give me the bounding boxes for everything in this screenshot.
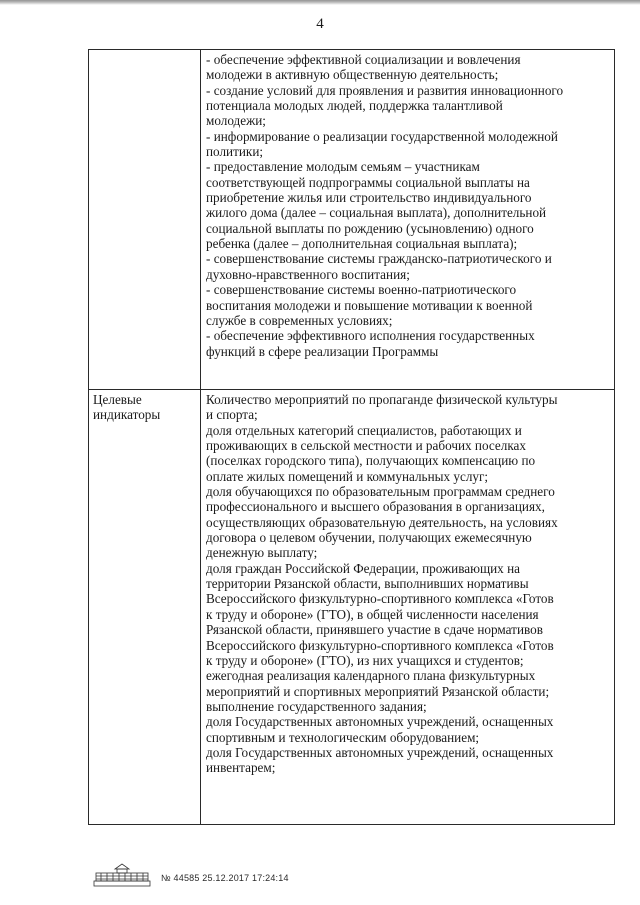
indicators-text-line: осуществляющих образовательную деятельность, на условиях (206, 514, 558, 530)
indicators-text-line: Всероссийского физкультурно-спортивного комплекса «Готов (206, 591, 554, 607)
indicators-label-cell (89, 390, 201, 825)
goals-text-line: - создание условий для проявления и развития инновационного (206, 82, 564, 98)
indicators-text-line: проживающих в сельской местности и рабочих поселках (206, 438, 526, 454)
goals-content-cell (201, 50, 615, 390)
goals-text-line: - предоставление молодым семьям – участникам (206, 159, 480, 175)
goals-text-line: - совершенствование системы гражданско-патриотического и (206, 251, 552, 267)
goals-label-cell (89, 50, 201, 390)
indicators-text-line: мероприятий и спортивных мероприятий Рязанской области; (206, 683, 550, 699)
indicators-text-line: ежегодная реализация календарного плана физкультурных (206, 668, 536, 684)
indicators-text-line: оплате жилых помещений и коммунальных услуг; (206, 468, 489, 484)
indicators-label-line-2: индикаторы (93, 407, 161, 423)
scan-edge-shadow (0, 0, 640, 5)
goals-text-line: функций в сфере реализации Программы (206, 343, 439, 359)
indicators-text-line: к труду и обороне» (ГТО), в общей численности населения (206, 606, 539, 622)
goals-text-line: службе в современных условиях; (206, 312, 393, 328)
indicators-text-line: к труду и обороне» (ГТО), из них учащихся и студентов; (206, 652, 524, 668)
document-footer (93, 858, 289, 888)
goals-text-line: молодежи; (206, 113, 266, 129)
program-passport-table (88, 49, 615, 825)
indicators-text-line: доля Государственных автономных учреждений, оснащенных (206, 744, 554, 760)
indicators-text (206, 392, 610, 776)
indicators-text-line: доля отдельных категорий специалистов, работающих и (206, 422, 522, 438)
goals-text-line: приобретение жилья или строительство индивидуального (206, 190, 532, 206)
indicators-text-line: профессионального и высшего образования в организациях, (206, 499, 545, 515)
indicators-text-line: (поселках городского типа), получающих компенсацию по (206, 453, 536, 469)
goals-text-line: - обеспечение эффективного исполнения государственных (206, 328, 535, 344)
indicators-text-line: выполнение государственного задания; (206, 698, 427, 714)
goals-text-line: социальной выплаты по рождению (усыновлению) одного (206, 220, 534, 236)
indicators-text-line: денежную выплату; (206, 545, 318, 561)
indicators-text-line: Количество мероприятий по пропаганде физической культуры (206, 392, 558, 407)
indicators-text-line: Всероссийского физкультурно-спортивного комплекса «Готов (206, 637, 554, 653)
indicators-text-line: доля Государственных автономных учреждений, оснащенных (206, 714, 554, 730)
page-number: 4 (316, 16, 324, 32)
goals-text-line: - информирование о реализации государственной молодежной (206, 128, 558, 144)
government-building-seal-icon (93, 862, 151, 888)
goals-text (206, 52, 610, 359)
goals-text-line: потенциала молодых людей, поддержка талантливой (206, 98, 503, 114)
indicators-content-cell (201, 390, 615, 825)
indicators-text-line: договора о целевом обучении, получающих ежемесячную (206, 530, 532, 546)
goals-text-line: духовно-нравственного воспитания; (206, 266, 410, 282)
goals-text-line: ребенка (далее – дополнительная социальная выплата); (206, 236, 518, 252)
indicators-text-line: доля обучающихся по образовательным программам среднего (206, 484, 555, 500)
goals-text-line: политики; (206, 144, 264, 160)
indicators-label-line-1: Целевые (93, 392, 142, 407)
goals-text-line: воспитания молодежи и повышение мотивации к военной (206, 297, 533, 313)
goals-text-line: соответствующей подпрограммы социальной выплаты на (206, 174, 530, 190)
indicators-text-line: Рязанской области, принявшего участие в сдаче нормативов (206, 622, 543, 638)
goals-text-line: - совершенствование системы военно-патриотического (206, 282, 517, 298)
indicators-text-line: территории Рязанской области, выполнивших нормативы (206, 576, 529, 592)
goals-text-line: жилого дома (далее – социальная выплата), дополнительной (206, 205, 547, 221)
goals-text-line: - обеспечение эффективной социализации и вовлечения (206, 52, 521, 67)
indicators-text-line: и спорта; (206, 407, 258, 423)
indicators-text-line: инвентарем; (206, 760, 276, 776)
document-registration-stamp: № 44585 25.12.2017 17:24:14 (161, 873, 289, 883)
indicators-text-line: спортивным и технологическим оборудованием; (206, 729, 480, 745)
table-row-goals (89, 50, 615, 390)
indicators-text-line: доля граждан Российской Федерации, проживающих на (206, 560, 520, 576)
table-row-indicators (89, 390, 615, 825)
goals-text-line: молодежи в активную общественную деятельность; (206, 67, 499, 83)
